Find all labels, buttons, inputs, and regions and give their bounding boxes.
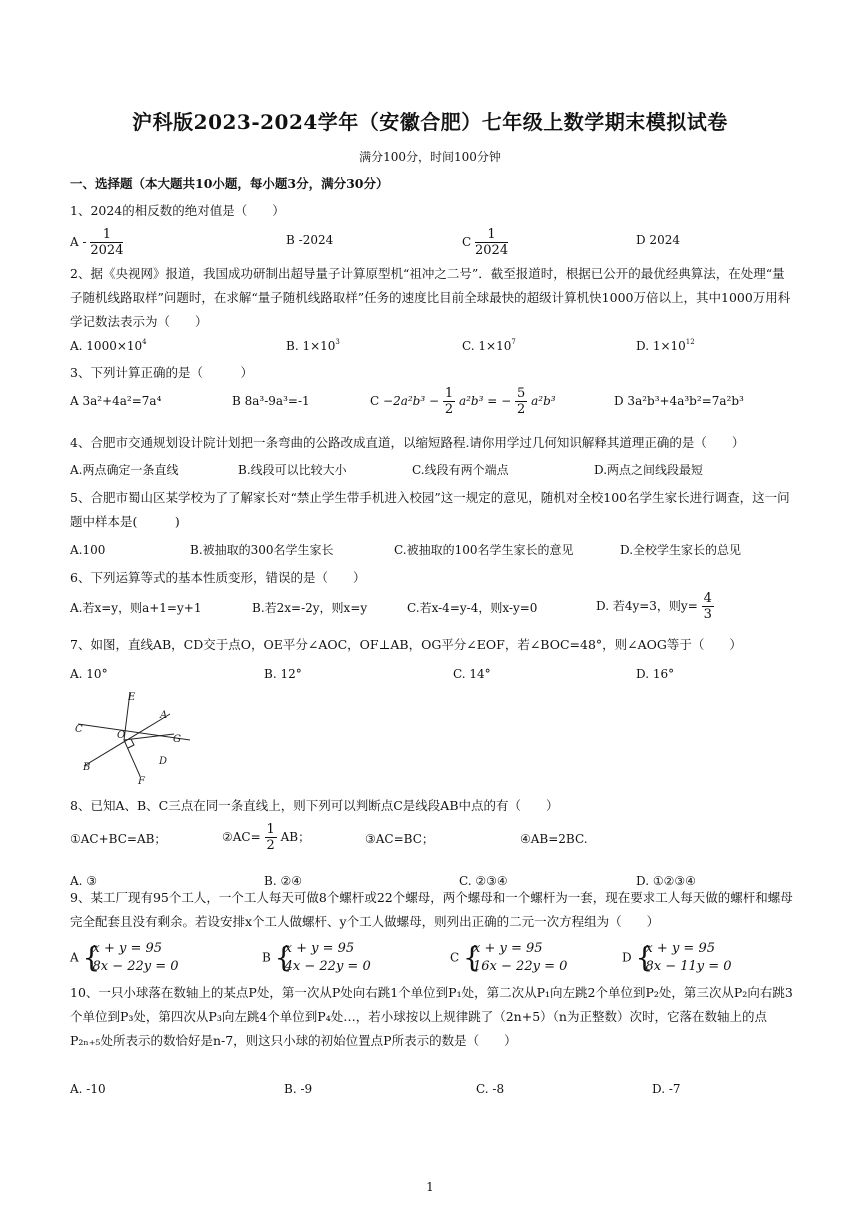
equation-system: { x + y = 95 4x − 22y = 0 [274, 941, 371, 974]
page-subtitle: 满分100分，时间100分钟 [359, 150, 501, 164]
question-8-statements [70, 823, 796, 861]
page-title: 沪科版2023-2024学年（安徽合肥）七年级上数学期末模拟试卷 [132, 110, 728, 134]
question-9-stem: 9、某工厂现有95个工人，一个工人每天可做8个螺杆或22个螺母，两个螺母和一个螺杆为一套，现在要求工人每天做的螺杆和螺母完全配套且没有剩余。若设安排x个工人做螺杆、y个工人做螺母，则列出正确的二元一次方程组为（ ） [70, 890, 793, 929]
option-d: D. -7 [652, 1082, 681, 1096]
option-c: C −2a²b³ − $\frac{1}{2}$ a²b³ = − $\frac{5}{2}$ a²b³ [370, 386, 556, 417]
question-4-stem: 4、合肥市交通规划设计院计划把一条弯曲的公路改成直道，以缩短路程.请你用学过几何知识解释其道理正确的是（ ） [70, 435, 745, 450]
option-b: B. -9 [284, 1082, 313, 1096]
option-c: C.线段有两个端点 [412, 463, 509, 477]
option-d: D 3a²b³+4a³b²=7a²b³ [614, 394, 744, 408]
question-7-options [70, 662, 796, 688]
label-f: F [138, 776, 145, 787]
option-a: A.若x=y，则a+1=y+1 [70, 601, 202, 615]
label-d: D [159, 756, 168, 767]
question-4-options [70, 458, 796, 484]
option-c: C.被抽取的100名学生家长的意见 [394, 543, 574, 557]
question-7-stem: 7、如图，直线AB，CD交于点O，OE平分∠AOC，OF⊥AB，OG平分∠EOF，若∠BOC=48°，则∠AOG等于（ ） [70, 637, 742, 652]
option-a: A - $\frac{1}{2024}$ [70, 227, 124, 258]
question-1-options [70, 226, 796, 260]
option-d: D { x + y = 95 8x − 11y = 0 [622, 941, 732, 974]
option-c: C. $1\times 10^7$ [462, 338, 516, 353]
equation-system: { x + y = 95 16x − 22y = 0 [463, 941, 568, 974]
equation-system: { x + y = 95 8x − 11y = 0 [635, 941, 732, 974]
option-c: C. ②③④ [459, 874, 508, 888]
question-8-stem: 8、已知A、B、C三点在同一条直线上，则下列可以判断点C是线段AB中点的有（ ） [70, 798, 559, 813]
question-10-stem: 10、一只小球落在数轴上的某点P处，第一次从P处向右跳1个单位到P₁处，第二次从P₁向左跳2个单位到P₂处，第三次从P₂向右跳3个单位到P₃处，第四次从P₃向左跳4个单位到P₄处…，若小球按以上规律跳了（2n+5）（n为正整数）次时，它落在数轴上的点P₂ₙ₊₅处所表示的数恰好是n-7，则这只小球的初始位置点P所表示的数是（ ） [70, 985, 793, 1048]
right-angle-mark [128, 739, 134, 748]
option-a: A.两点确定一条直线 [70, 463, 179, 477]
option-c: C. 14° [453, 667, 491, 681]
question-5-options [70, 538, 796, 564]
option-a: A { x + y = 95 8x − 22y = 0 [70, 941, 179, 974]
option-a: A. ③ [70, 874, 98, 888]
option-d: D 2024 [636, 233, 680, 247]
question-3-stem: 3、下列计算正确的是（ ） [70, 365, 253, 380]
option-d: D.全校学生家长的总见 [620, 543, 742, 557]
option-c: C { x + y = 95 16x − 22y = 0 [450, 941, 568, 974]
option-d: D.两点之间线段最短 [594, 463, 704, 477]
option-b: B. ②④ [264, 874, 302, 888]
fraction: $\frac{1}{2}$ [444, 386, 454, 417]
statement-1: ①AC+BC=AB； [70, 832, 167, 846]
question-6-stem: 6、下列运算等式的基本性质变形，错误的是（ ） [70, 570, 366, 585]
option-b: B. $1\times 10^3$ [286, 338, 340, 353]
option-b: B 8a³-9a³=-1 [232, 394, 310, 408]
fraction: $\frac{1}{2}$ [266, 822, 275, 853]
label-o: O [117, 730, 126, 741]
label-a: A [160, 710, 168, 721]
statement-4: ④AB=2BC. [520, 832, 588, 846]
geometry-figure [70, 688, 190, 788]
option-d: D. 16° [636, 667, 675, 681]
option-b: B.被抽取的300名学生家长 [190, 543, 334, 557]
option-a: A. $1000\times 10^4$ [70, 338, 147, 353]
option-b: B. 12° [264, 667, 302, 681]
option-c: C. -8 [476, 1082, 505, 1096]
option-b: B -2024 [286, 233, 334, 247]
question-2-stem: 2、据《央视网》报道，我国成功研制出超导量子计算原型机“祖冲之二号”．截至报道时，根据已公开的最优经典算法，在处理“量子随机线路取样”问题时，在求解“量子随机线路取样”任务的速度比目前全球最快的超级计算机快1000万倍以上，其中1000万用科学记数法表示为（ ） [70, 266, 791, 329]
option-a: A.100 [70, 543, 106, 557]
fraction: $\frac{4}{3}$ [703, 591, 712, 622]
question-3-options [70, 387, 796, 421]
label-g: G [173, 734, 181, 745]
option-b: B.线段可以比较大小 [238, 463, 347, 477]
equation-system: { x + y = 95 8x − 22y = 0 [82, 941, 179, 974]
option-a: A. 10° [70, 667, 108, 681]
question-5-stem: 5、合肥市蜀山区某学校为了了解家长对“禁止学生带手机进入校园”这一规定的意见，随机对全校100名学生家长进行调查，这一问题中样本是( ) [70, 490, 790, 529]
option-c: C $\frac{1}{2024}$ [462, 227, 509, 258]
fraction: $\frac{1}{2024}$ [90, 227, 124, 258]
option-b: B.若2x=-2y，则x=y [252, 601, 368, 615]
question-9-options [70, 936, 796, 978]
statement-2: ②AC= $\frac{1}{2}$ AB； [222, 822, 311, 853]
label-c: C [75, 724, 83, 735]
option-a: A. -10 [70, 1082, 106, 1096]
option-d: D. ①②③④ [636, 874, 696, 888]
statement-3: ③AC=BC； [365, 832, 434, 846]
option-a: A 3a²+4a²=7a⁴ [70, 394, 162, 408]
label-e: E [128, 692, 136, 703]
option-d: D. $1\times 10^{12}$ [636, 338, 695, 353]
question-2-options [70, 334, 796, 360]
question-10-options [70, 1077, 796, 1103]
option-d: D. 若4y=3，则y= $\frac{4}{3}$ [596, 591, 712, 622]
question-6-options [70, 592, 796, 626]
section-heading: 一、选择题（本大题共10小题，每小题3分，满分30分） [70, 176, 389, 191]
page-number: 1 [426, 1180, 434, 1194]
option-c: C.若x-4=y-4，则x-y=0 [407, 601, 538, 615]
option-b: B { x + y = 95 4x − 22y = 0 [262, 941, 371, 974]
fraction: $\frac{5}{2}$ [517, 386, 526, 417]
label-b: B [83, 762, 91, 773]
ray-of [124, 740, 140, 776]
question-1-stem: 1、2024的相反数的绝对值是（ ） [70, 203, 285, 218]
fraction: $\frac{1}{2024}$ [475, 227, 509, 258]
